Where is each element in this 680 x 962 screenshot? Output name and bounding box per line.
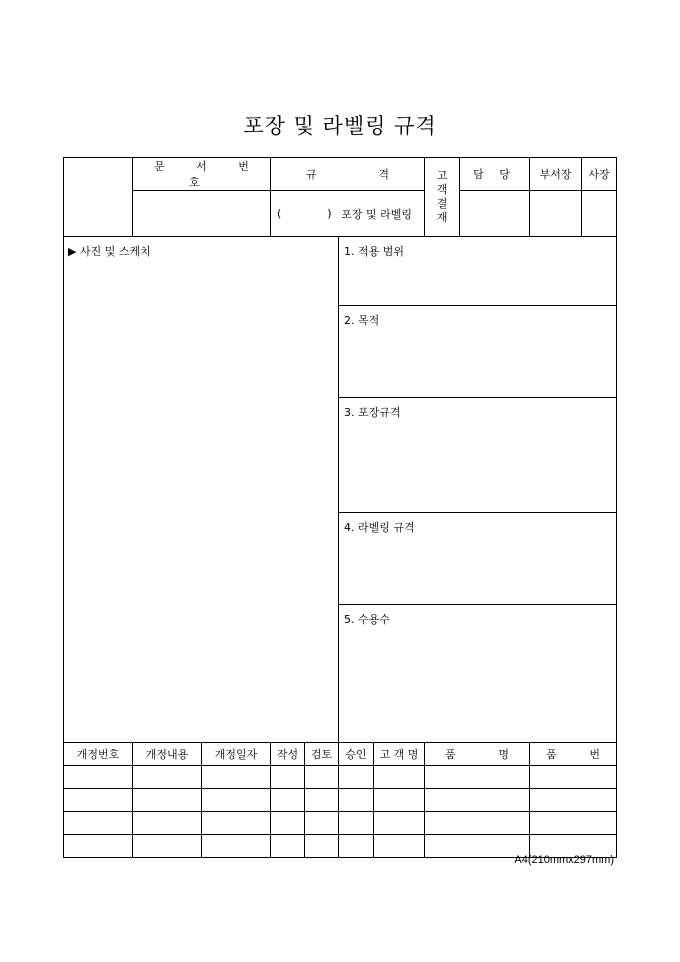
rev-header-customer: 고 객 명 [374, 743, 425, 766]
logo-cell [64, 158, 133, 237]
sign-box-president[interactable] [582, 191, 617, 237]
approver-label-manager: 부서장 [530, 158, 582, 191]
rev-header-review: 검토 [305, 743, 339, 766]
paper-size-label: A4(210mmx297mm) [514, 854, 614, 866]
rev-header-author: 작성 [271, 743, 305, 766]
spec-label-b: 격 [378, 168, 390, 181]
table-row [64, 766, 617, 789]
rev-header-number: 개정번호 [64, 743, 133, 766]
doc-number-value[interactable] [133, 191, 271, 237]
approver-label-charge: 담 당 [460, 158, 530, 191]
section-labeling-spec[interactable] [339, 513, 617, 605]
spec-value[interactable] [271, 191, 425, 237]
sign-box-manager[interactable] [530, 191, 582, 237]
rev-header-approve: 승인 [339, 743, 374, 766]
spec-label [271, 158, 425, 191]
section-quantity[interactable] [339, 605, 617, 743]
section-packaging-spec-label: 3. 포장규격 [344, 406, 401, 419]
table-row [64, 789, 617, 812]
section-scope-label: 1. 적용 범위 [344, 245, 404, 258]
rev-header-item-name: 품 명 [425, 743, 530, 766]
document-title: 포장 및 라벨링 규격 [243, 114, 437, 138]
sketch-label: ▶ 사진 및 스케치 [68, 245, 151, 258]
section-purpose-label: 2. 목적 [344, 314, 380, 327]
sketch-area[interactable] [64, 237, 339, 743]
section-scope[interactable] [339, 237, 617, 306]
rev-header-date: 개정일자 [202, 743, 271, 766]
section-quantity-label: 5. 수용수 [344, 613, 390, 626]
rev-header-content: 개정내용 [133, 743, 202, 766]
paren-open: ( [277, 207, 282, 220]
customer-approval-label: 고 객 결 재 [425, 158, 460, 237]
section-labeling-spec-label: 4. 라벨링 규격 [344, 521, 415, 534]
paren-close: ) [327, 207, 332, 220]
spec-label-a: 규 [306, 168, 317, 181]
form-table [63, 157, 617, 858]
rev-header-item-no: 품 번 [530, 743, 617, 766]
spec-value-text: 포장 및 라벨링 [341, 207, 413, 221]
section-packaging-spec[interactable] [339, 398, 617, 513]
doc-number-label: 문 서 번 호 [133, 158, 271, 191]
section-purpose[interactable] [339, 306, 617, 398]
table-row [64, 812, 617, 835]
sign-box-charge[interactable] [460, 191, 530, 237]
approver-label-president: 사장 [582, 158, 617, 191]
